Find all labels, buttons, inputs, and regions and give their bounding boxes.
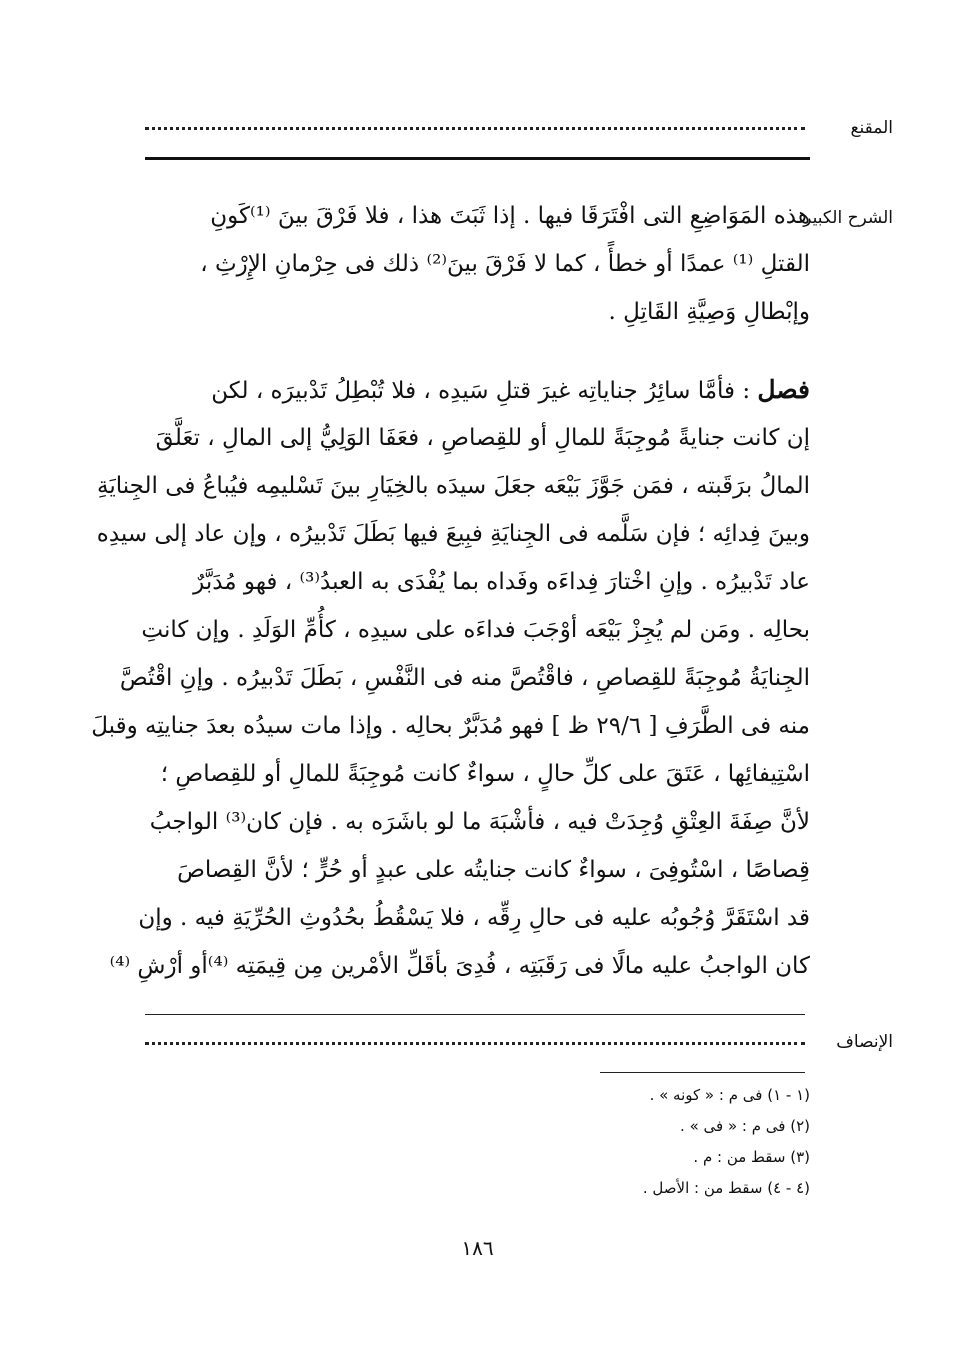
text-line: إن كانت جنايةً مُوجِبَةً للمالِ أو للقِصاصِ ، فعَفَا الوَلِيُّ إلى المالِ ، تعَلَّقَ [155,425,810,451]
insaf-dotted-leader [145,1042,805,1045]
text-line: قِصاصًا ، اسْتُوفِىَ ، سواءٌ كانت جنايتُه على عبدٍ أو حُرٍّ ؛ لأنَّ القِصاصَ [177,857,810,883]
text-line: كان الواجبُ عليه مالًا فى رَقَبَتِه ، فُدِىَ بأقَلِّ الأمْرين مِن قِيمَتِه ⁽⁴⁾أو أرْشِ ⁽⁴⁾ [109,953,810,979]
header-dotted-leader [145,127,805,130]
page-number: ١٨٦ [461,1236,494,1260]
text-line: منه فى الطَّرَفِ [ ٢٩/٦ ظ ] فهو مُدَبَّرٌ بحالِه . وإذا مات سيدُه بعدَ جنايتِه وقبلَ [91,713,810,739]
text-line-first [145,366,810,414]
footnote: (٣) سقط من : م . [693,1148,810,1166]
section-heading-fasl: فصل [757,375,810,404]
insaf-side-label: الإنصاف [836,1032,893,1052]
commentary-side-label: الشرح الكبير [803,208,893,228]
footnote-separator [600,1072,805,1073]
text-line: بحالِه . ومَن لم يُجِزْ بَيْعَه أوْجَبَ فداءَه على سيدِه ، كأُمِّ الوَلَدِ . وإن كانتِ [141,617,810,643]
footnote: (٤ - ٤) سقط من : الأصل . [642,1179,810,1197]
running-header-title: المقنع [850,118,893,138]
text-line: لأنَّ صِفَةَ العِتْقِ وُجِدَتْ فيه ، فأشْبَهَ ما لو باشَرَه به . فإن كان⁽³⁾ الواجبُ [149,809,810,835]
text-line: اسْتِيفائِها ، عَتَقَ على كلِّ حالٍ ، سواءٌ كانت مُوجِبَةً للمالِ أو للقِصاصِ ؛ [160,761,810,787]
paragraph-1 [145,192,810,336]
footnote: (٢) فى م : « فى » . [680,1117,810,1135]
text-line: القتلِ ⁽¹⁾ عمدًا أو خطأً ، كما لا فَرْقَ بينَ⁽²⁾ ذلك فى حِرْمانِ الإِرْثِ ، [200,251,810,277]
paragraph-2 [91,366,810,990]
header-rule [145,157,810,160]
text-line: هذه المَوَاضِعِ التى افْتَرَقَا فيها . إذا ثَبَتَ هذا ، فلا فَرْقَ بينَ ⁽¹⁾كَونِ [210,203,810,229]
footnotes [410,1080,810,1204]
footnote: (١ - ١) فى م : « كونه » . [649,1086,810,1104]
text-line: المالُ برَقَبته ، فمَن جَوَّزَ بَيْعَه جعَلَ سيدَه بالخِيَارِ بينَ تَسْليمِه فيُباعُ فى الجِنايَةِ [97,473,810,499]
text-line: قد اسْتَقَرَّ وُجُوبُه عليه فى حالِ رِقِّه ، فلا يَسْقُطُ بحُدُوثِ الحُرِّيَةِ فيه . وإن [138,905,810,931]
text-line: وبينَ فِدائِه ؛ فإن سَلَّمه فى الجِنايَةِ فبِيعَ فيها بَطَلَ تَدْبيرُه ، وإن عاد إلى سيدِه [96,521,810,547]
text-line: وإبْطالِ وَصِيَّةِ القَاتِلِ . [608,299,810,325]
first-line-text: : فأمَّا سائِرُ جناياتِه غيرَ قتلِ سَيدِه ، فلا تُبْطِلُ تَدْبيرَه ، لكن [211,378,751,404]
text-end-rule [145,1014,805,1015]
text-line: الجِنايَةُ مُوجِبَةً للقِصاصِ ، فاقْتُصَّ منه فى النَّفْسِ ، بَطَلَ تَدْبيرُه . وإنِ اقْتُصَّ [119,665,810,691]
text-line: عاد تَدْبيرُه . وإنِ اخْتارَ فِداءَه وفَداه بما يُفْدَى به العبدُ⁽³⁾ ، فهو مُدَبَّرٌ [193,569,810,595]
